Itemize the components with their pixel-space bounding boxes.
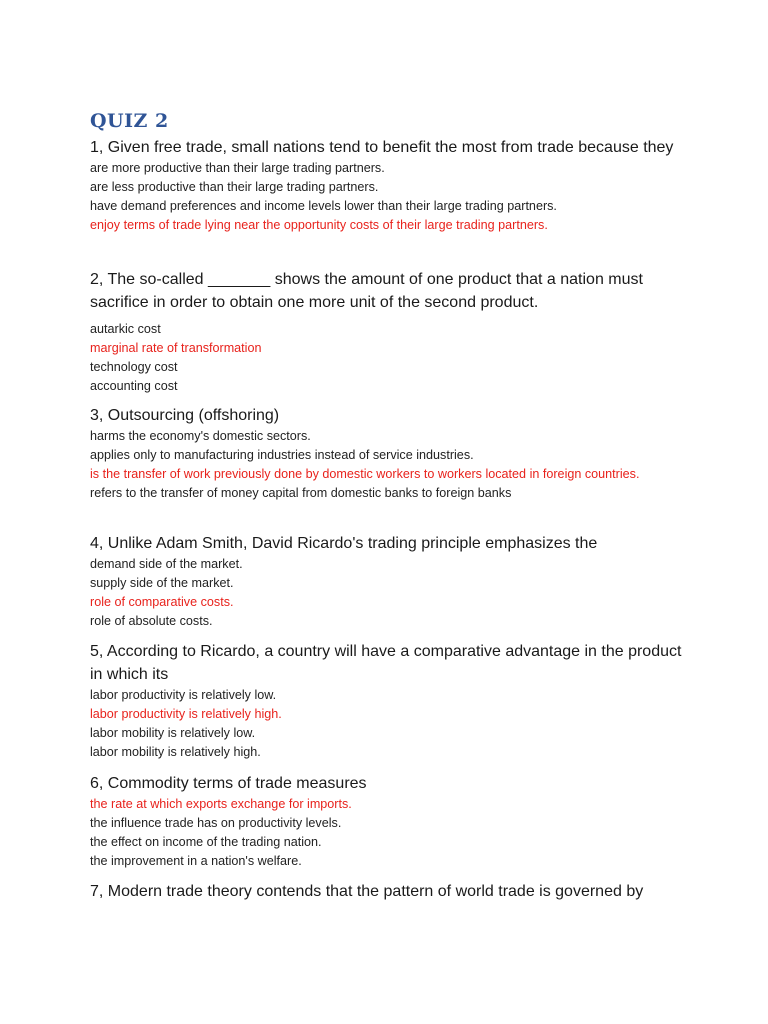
answer-options <box>90 159 690 235</box>
answer-options <box>90 555 690 631</box>
answer-option: harms the economy's domestic sectors. <box>90 429 311 443</box>
answer-option-correct: is the transfer of work previously done by domestic workers to workers located in foreign countries. <box>90 467 640 481</box>
answer-option: are more productive than their large trading partners. <box>90 161 385 175</box>
answer-option: accounting cost <box>90 379 178 393</box>
question-1 <box>90 136 690 235</box>
answer-option: refers to the transfer of money capital from domestic banks to foreign banks <box>90 486 512 500</box>
answer-option-correct: labor productivity is relatively high. <box>90 707 282 721</box>
answer-option: role of absolute costs. <box>90 614 213 628</box>
answer-option: the influence trade has on productivity levels. <box>90 816 342 830</box>
answer-option: autarkic cost <box>90 322 161 336</box>
question-text: 5, According to Ricardo, a country will have a comparative advantage in the product in which its <box>90 643 682 683</box>
question-text: 2, The so-called _______ shows the amount of one product that a nation must sacrifice in order to obtain one more unit of the second product. <box>90 271 643 311</box>
answer-option: demand side of the market. <box>90 557 243 571</box>
answer-option: labor mobility is relatively low. <box>90 726 256 740</box>
answer-option-correct: enjoy terms of trade lying near the opportunity costs of their large trading partners. <box>90 218 548 232</box>
question-3 <box>90 404 690 503</box>
answer-option: supply side of the market. <box>90 576 234 590</box>
question-text: 7, Modern trade theory contends that the pattern of world trade is governed by <box>90 883 644 900</box>
answer-option: the effect on income of the trading nation. <box>90 835 322 849</box>
question-2 <box>90 268 690 396</box>
quiz-title: QUIZ 2 <box>90 110 169 132</box>
answer-option: applies only to manufacturing industries instead of service industries. <box>90 448 474 462</box>
answer-options <box>90 427 690 503</box>
question-5 <box>90 640 690 762</box>
question-text: 1, Given free trade, small nations tend to benefit the most from trade because they <box>90 139 674 156</box>
question-text: 3, Outsourcing (offshoring) <box>90 407 280 424</box>
question-7 <box>90 880 690 903</box>
question-4 <box>90 532 690 631</box>
answer-option: have demand preferences and income levels lower than their large trading partners. <box>90 199 557 213</box>
answer-option: labor mobility is relatively high. <box>90 745 261 759</box>
answer-options <box>90 320 690 396</box>
answer-option: technology cost <box>90 360 178 374</box>
answer-option-correct: marginal rate of transformation <box>90 341 262 355</box>
question-text: 6, Commodity terms of trade measures <box>90 775 367 792</box>
answer-options <box>90 795 690 871</box>
question-6 <box>90 772 690 871</box>
answer-option: labor productivity is relatively low. <box>90 688 277 702</box>
answer-option: the improvement in a nation's welfare. <box>90 854 302 868</box>
answer-option-correct: the rate at which exports exchange for imports. <box>90 797 352 811</box>
question-text: 4, Unlike Adam Smith, David Ricardo's trading principle emphasizes the <box>90 535 598 552</box>
answer-options <box>90 686 690 762</box>
answer-option: are less productive than their large trading partners. <box>90 180 379 194</box>
answer-option-correct: role of comparative costs. <box>90 595 234 609</box>
